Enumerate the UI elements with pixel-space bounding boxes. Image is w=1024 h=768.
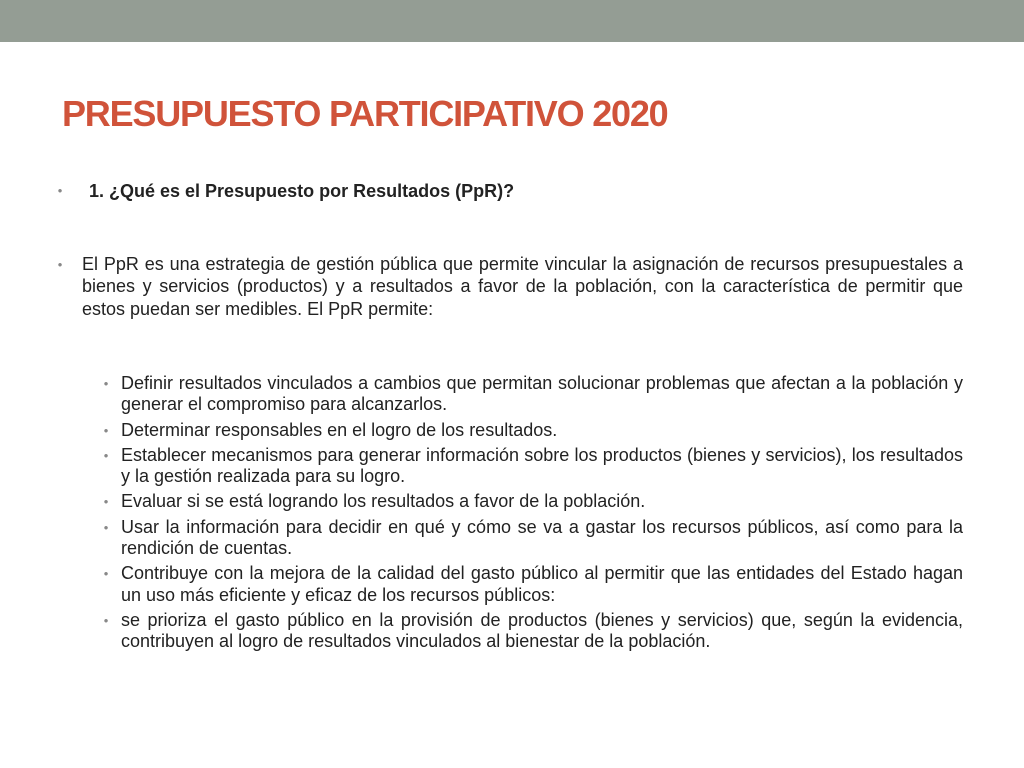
list-item-text: Usar la información para decidir en qué y cómo se va a gastar los recursos públicos, así como para la rendición de cuentas. xyxy=(121,516,963,559)
list-item xyxy=(103,563,963,606)
paragraph-bullet: • xyxy=(57,257,63,272)
bullet-marker: • xyxy=(103,612,109,628)
slide-title: PRESUPUESTO PARTICIPATIVO 2020 xyxy=(62,93,668,134)
slide-heading: 1. ¿Qué es el Presupuesto por Resultados (PpR)? xyxy=(89,181,515,201)
list-item xyxy=(103,491,963,512)
bullet-marker: • xyxy=(103,447,109,463)
bullet-marker: • xyxy=(103,422,109,438)
top-decorative-bar xyxy=(0,0,1024,42)
heading-bullet: • xyxy=(57,183,63,198)
list-item xyxy=(103,419,963,441)
bullet-marker: • xyxy=(103,376,109,391)
list-item xyxy=(103,516,963,560)
bullet-marker: • xyxy=(103,566,109,582)
list-item-text: Definir resultados vinculados a cambios que permitan solucionar problemas que afectan a la población y generar el compromiso para alcanzarlos. xyxy=(121,373,963,415)
list-item xyxy=(103,609,963,653)
intro-paragraph: El PpR es una estrategia de gestión pública que permite vincular la asignación de recursos presupuestales a bienes y servicios (productos) y a resultados a favor de la población, con la característica de permitir que estos puedan ser medibles. El PpR permite: xyxy=(82,254,963,319)
list-item-text: Determinar responsables en el logro de los resultados. xyxy=(121,419,558,440)
list-item xyxy=(103,373,963,416)
list-item-text: Contribuye con la mejora de la calidad del gasto público al permitir que las entidades del Estado hagan un uso más eficiente y eficaz de los recursos públicos: xyxy=(121,563,963,605)
bullet-marker: • xyxy=(103,494,109,510)
list-item xyxy=(103,444,963,488)
bullet-marker: • xyxy=(103,519,109,535)
list-item-text: Evaluar si se está logrando los resultados a favor de la población. xyxy=(121,491,646,512)
list-item-text: se prioriza el gasto público en la provisión de productos (bienes y servicios) que, según la evidencia, contribuyen al logro de resultados vinculados al bienestar de la población. xyxy=(121,609,963,652)
sub-bullet-list xyxy=(103,373,963,657)
list-item-text: Establecer mecanismos para generar información sobre los productos (bienes y servicios), los resultados y la gestión realizada para su logro. xyxy=(121,444,963,487)
